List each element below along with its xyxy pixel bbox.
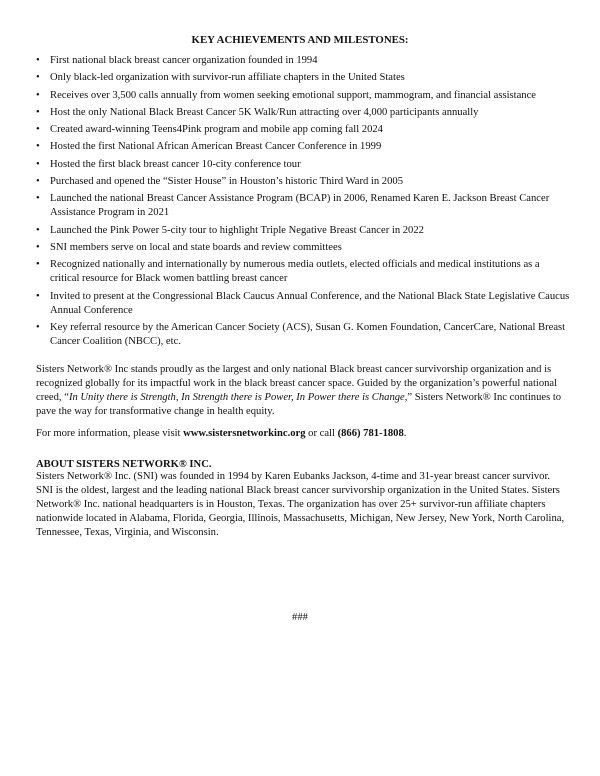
- list-item: [36, 158, 570, 172]
- bullet-icon: •: [36, 290, 40, 302]
- list-item: [36, 140, 570, 154]
- list-item: [36, 106, 570, 120]
- bullet-icon: •: [36, 55, 40, 66]
- list-item: [36, 192, 570, 220]
- bullet-icon: •: [36, 241, 40, 253]
- list-item-text: Launched the national Breast Cancer Assistance Program (BCAP) in 2006, Renamed Karen E. Jackson Breast Cancer Assistance Program in 2021: [50, 193, 550, 219]
- bullet-icon: •: [36, 321, 40, 333]
- list-item: [36, 175, 570, 189]
- list-item: [36, 123, 570, 137]
- about-heading: ABOUT SISTERS NETWORK® INC.: [36, 459, 212, 470]
- bullet-icon: •: [36, 224, 40, 236]
- bullet-icon: •: [36, 259, 40, 271]
- list-item-text: SNI members serve on local and state boards and review committees: [50, 241, 342, 253]
- list-item-text: Purchased and opened the “Sister House” in Houston’s historic Third Ward in 2005: [50, 176, 403, 188]
- contact-text: For more information, please visit: [36, 428, 184, 439]
- national-creed: In Unity there is Strength, In Strength there is Power, In Power there is Change: [68, 392, 405, 403]
- list-item-text: Launched the Pink Power 5-city tour to highlight Triple Negative Breast Cancer in 2022: [50, 224, 424, 236]
- about-paragraph: Sisters Network® Inc. (SNI) was founded in 1994 by Karen Eubanks Jackson, 4-time and 31-year breast cancer survivor. SNI is the oldest, largest and the leading national Black breast cancer survivorship organization in the United States. Sisters Network® Inc. national headquarters is in Houston, Texas. The organization has over 25+ survivor-run affiliate chapters nationwide located in Alabama, Florida, Georgia, Illinois, Massachusetts, Michigan, New Jersey, New York, North Carolina, Tennessee, Texas, Virginia, and Wisconsin.: [36, 471, 565, 538]
- list-item: [36, 258, 570, 286]
- bullet-icon: •: [36, 158, 40, 170]
- contact-text-end: .: [403, 428, 407, 439]
- list-item: [36, 321, 570, 349]
- contact-paragraph: [36, 427, 566, 441]
- mission-text-end: ,” Sisters Network® Inc continues to pave the way for transformative change in health equity.: [36, 392, 562, 417]
- bullet-icon: •: [36, 193, 40, 205]
- list-item-text: Created award-winning Teens4Pink program and mobile app coming fall 2024: [50, 124, 383, 136]
- list-item-text: Hosted the first National African American Breast Cancer Conference in 1999: [50, 141, 382, 153]
- mission-paragraph: [36, 363, 566, 419]
- page-title: KEY ACHIEVEMENTS AND MILESTONES:: [191, 34, 409, 46]
- mission-text: Sisters Network® Inc stands proudly as the largest and only national Black breast cancer survivorship organization and is recognized globally for its impactful work in the black breast cancer space. Guided by the organization’s powerful national creed, “: [36, 364, 558, 403]
- achievements-list: [36, 54, 570, 352]
- list-item-text: Key referral resource by the American Cancer Society (ACS), Susan G. Komen Foundation, CancerCare, National Breast Cancer Coalition (NBCC), etc.: [50, 321, 566, 347]
- end-marker: ###: [292, 612, 308, 623]
- bullet-icon: •: [36, 89, 40, 101]
- phone-number: (866) 781-1808: [337, 428, 404, 439]
- contact-text-middle: or call: [305, 428, 338, 439]
- list-item: [36, 71, 570, 85]
- bullet-icon: •: [36, 176, 40, 188]
- list-item-text: Hosted the first black breast cancer 10-city conference tour: [50, 158, 301, 170]
- bullet-icon: •: [36, 106, 40, 118]
- list-item: [36, 224, 570, 238]
- list-item: [36, 290, 570, 318]
- bullet-icon: •: [36, 141, 40, 153]
- list-item-text: Invited to present at the Congressional Black Caucus Annual Conference, and the National Black State Legislative Caucus Annual Conference: [50, 290, 570, 316]
- bullet-icon: •: [36, 124, 40, 136]
- bullet-icon: •: [36, 72, 40, 84]
- list-item: [36, 54, 570, 68]
- list-item-text: Only black-led organization with survivor-run affiliate chapters in the United States: [50, 72, 405, 84]
- list-item: [36, 241, 570, 255]
- list-item: [36, 89, 570, 103]
- list-item-text: Receives over 3,500 calls annually from women seeking emotional support, mammogram, and financial assistance: [50, 89, 536, 101]
- list-item-text: Recognized nationally and internationally by numerous media outlets, elected officials and medical institutions as a critical resource for Black women battling breast cancer: [50, 259, 540, 285]
- website-link[interactable]: www.sistersnetworkinc.org: [183, 428, 306, 439]
- list-item-text: First national black breast cancer organization founded in 1994: [50, 55, 318, 66]
- list-item-text: Host the only National Black Breast Cancer 5K Walk/Run attracting over 4,000 participants annually: [50, 106, 479, 118]
